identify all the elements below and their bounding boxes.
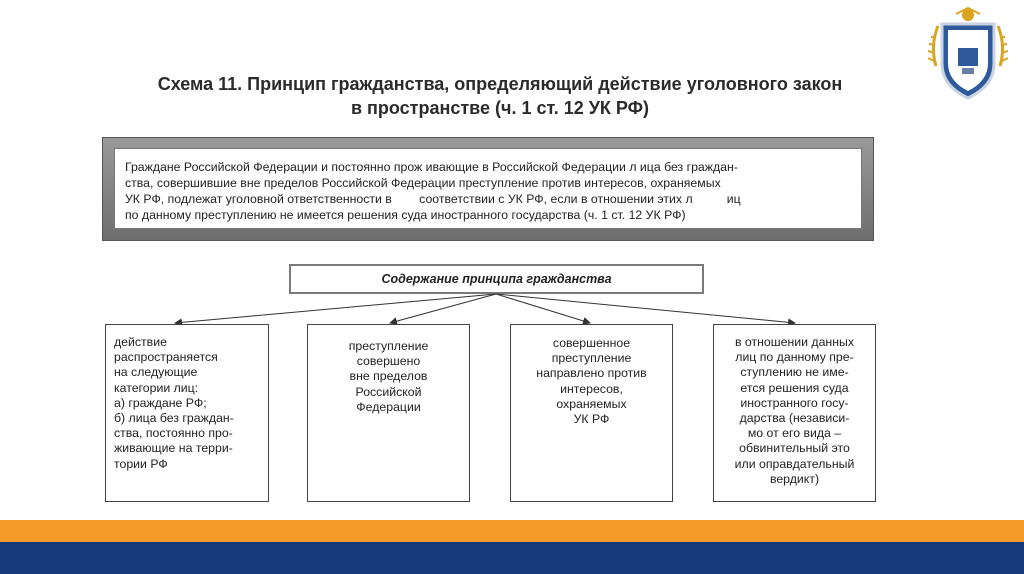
box-line: совершенное (552, 336, 631, 350)
box-line: в отношении данных (734, 335, 854, 349)
box-line: лиц по данному пре- (735, 350, 854, 365)
principle-definition-frame (102, 137, 874, 241)
crime-location-box (307, 324, 470, 502)
box-line: обвинительный это (739, 441, 850, 456)
definition-line: Граждане Российской Федерации и постоянно прож ивающие в Российской Федерации л ица без граждан- (125, 160, 738, 174)
box-line: распространяется (114, 350, 218, 365)
box-line: вердикт) (769, 471, 820, 486)
box-line: мо от его вида – (747, 426, 842, 441)
arrow-to-box-3 (496, 294, 590, 323)
box-line: УК РФ (573, 412, 610, 427)
box-line: категории лиц: (114, 380, 199, 395)
box-line: вне пределов (349, 369, 428, 384)
box-line: Федерации (356, 399, 421, 414)
foreign-court-decision-box (713, 324, 876, 502)
arrow-to-box-2 (390, 294, 496, 323)
box-line: ется решения суда (740, 380, 849, 395)
principle-definition-text (114, 148, 862, 229)
box-line: живающие на терри- (114, 441, 233, 456)
box-line: дарства (независи- (739, 411, 850, 426)
box-line: б) лица без граждан- (114, 411, 234, 426)
box-line: а) граждане РФ; (114, 395, 207, 410)
arrow-to-box-4 (496, 294, 795, 323)
title-line-1: Схема 11. Принцип гражданства, определяющий действие уголовного закон (157, 74, 843, 94)
crime-target-box (510, 324, 673, 502)
box-line: иностранного госу- (740, 395, 849, 410)
definition-line: ства, совершившие вне пределов Российской Федерации преступление против интересов, охраняемых (125, 176, 721, 190)
arrow-to-box-1 (175, 294, 496, 323)
box-line: охраняемых (556, 396, 627, 411)
page-title (60, 72, 940, 120)
box-line: ступлению не име- (740, 365, 849, 380)
box-line: интересов, (560, 381, 623, 396)
box-line: действие (114, 335, 167, 349)
box-line: или оправдательный (734, 456, 855, 471)
content-heading-box: Содержание принципа гражданства (289, 264, 704, 294)
scope-persons-box (105, 324, 269, 502)
box-line: преступление (348, 339, 429, 353)
academy-emblem-icon (928, 6, 1008, 106)
title-line-2: в пространстве (ч. 1 ст. 12 УК РФ) (350, 98, 650, 118)
box-line: совершено (356, 354, 421, 369)
definition-line: по данному преступлению не имеется решения суда иностранного государства (ч. 1 ст. 12 УК РФ) (125, 208, 686, 222)
box-line: тории РФ (114, 456, 168, 471)
box-line: на следующие (114, 365, 198, 380)
box-line: ства, постоянно про- (114, 426, 233, 441)
box-line: преступление (551, 351, 632, 366)
footer-blue-band (0, 542, 1024, 574)
box-line: направлено против (536, 366, 647, 381)
box-line: Российской (355, 384, 422, 399)
definition-line: УК РФ, подлежат уголовной ответственности в соответствии с УК РФ, если в отношении этих л иц (125, 192, 741, 206)
footer-orange-band (0, 520, 1024, 542)
